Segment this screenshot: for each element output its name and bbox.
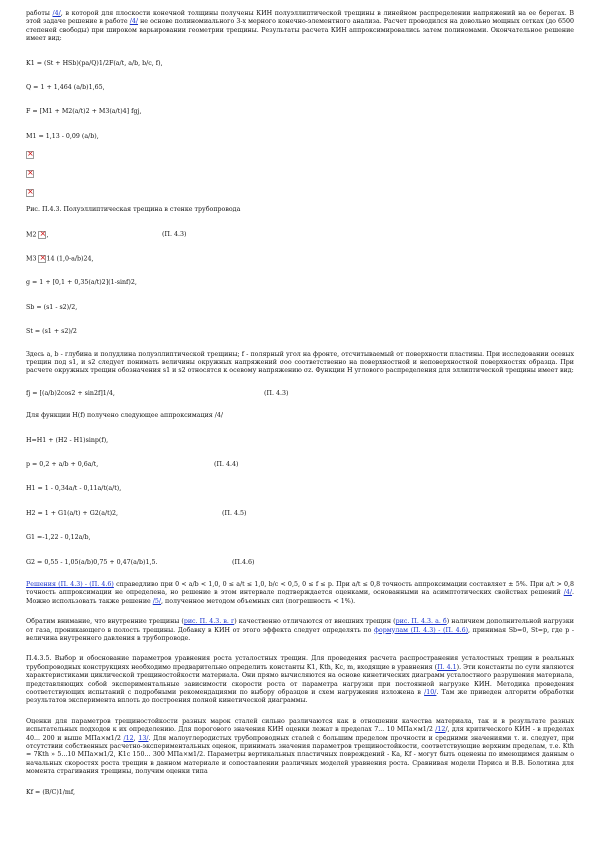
- document-page: [26, 10, 574, 797]
- equation-g: g = 1 + [0,1 + 0,35(a/t)2](1-sinf)2,: [26, 279, 137, 287]
- equation-m2: M2 ×, (П. 4.3): [26, 231, 574, 239]
- equation-sb: Sb = (s1 - s2)/2,: [26, 303, 78, 311]
- broken-image-icon: [26, 189, 34, 197]
- equation-f: F = [M1 + M2(a/t)2 + M3(a/t)4] fgj,: [26, 108, 142, 116]
- figure-link[interactable]: рис. П. 4.3. в. г: [183, 618, 235, 626]
- equation-m1: M1 = 1,13 - 0,09 (a/b),: [26, 132, 99, 140]
- paragraph-h-intro: Для функции H(f) получено следующее аппроксимация /4/: [26, 412, 223, 420]
- ref-link-10[interactable]: /10/: [424, 688, 437, 696]
- equation-h: H=H1 + (H2 - H1)sinp(f),: [26, 436, 109, 444]
- equation-g1: G1 =-1,22 - 0,12a/b,: [26, 534, 91, 542]
- ref-link-4[interactable]: /4/: [129, 18, 138, 26]
- equation-number: (П. 4.3): [162, 230, 187, 238]
- formula-link[interactable]: П. 4.1: [437, 663, 457, 671]
- equation-kf: Kf = (B/C)1/mf,: [26, 788, 76, 796]
- paragraph-internal-cracks: Обратим внимание, что внутренние трещины (рис. П. 4.3. в. г) качественно отличаются от внешних трещин (рис. П. 4.3. а. б) наличием дополнительной нагрузки от газа, проникающего в полость трещины. Добавку в КИН от этого эффекта следует определять по формулам (П. 4.3) - (П. 4.6), принимая Sb=0, St=p, где p - величина внутреннего давления в трубопроводе.: [26, 618, 575, 642]
- equation-k1: K1 = (St + HSb)(pa/Q)1/2F(a/t, a/b, b/c, f),: [26, 59, 163, 67]
- paragraph-estimates: Оценки для параметров трещиностойкости разных марок сталей сильно различаются как в отношении качества материала, так и в результате разных испытательных подходов к их определению. Для порогового значения КИН оценки лежат в пределах 7... 10 МПа×м1/2 /12/, для критического КИН - в пределах 40... 200 и выше МПа×м1/2 /12, 13/. Для малоуглеродистых трубопроводных сталей с большим пределом прочности и средними значениями τ. и. следует, при отсутствии собственных расчетно-экспериментальных оценок, принимать значения параметров трещиностойкости, соответствующие верхним пределам, т.е. Kth = 7Kth » 5...10 МПа×м1/2, K1c 150... 300 МПа×м1/2. Параметры вертикальных пластичных повреждений - Kа, Kf - могут быть оценены по имеющимся данным о начальных скоростях роста трещин в данном материале и сопоставлении различных моделей уравнения роста. Сравнивая модели Пэриса и В.В. Болотина для момента страгивания трещины, получим оценки типа: [26, 717, 575, 776]
- ref-link-12[interactable]: /12: [435, 726, 446, 734]
- equation-number: (П. 4.3): [264, 389, 289, 397]
- paragraph-intro: работы /4/, в которой для плоскости конечной толщины получены КИН полуэллиптической трещины в линейном распределении напряжений на ее берегах. В этой задаче решение в работе /4/ не основе полиномиального 3-х мерного конечно-элементного анализа. Расчет проводился на довольно мощных сетках (до 6500 степеней свободы) при широком варьировании геометрии трещины. Результаты расчета КИН аппроксимировались затем полиномами. Окончательное решение имеет вид:: [26, 10, 575, 43]
- ref-link-13[interactable]: 13/: [138, 734, 149, 742]
- equation-st: St = (s1 + s2)/2: [26, 328, 77, 336]
- equation-fj: fj = [(a/b)2cos2 + sin2f]1/4, (П. 4.3): [26, 389, 289, 397]
- figure-caption: Рис. П.4.3. Полуэллиптическая трещина в стенке трубопровода: [26, 206, 241, 214]
- equation-h2: H2 = 1 + G1(a/t) + G2(a/t)2, (П. 4.5): [26, 509, 247, 517]
- equation-number: (П.4.6): [232, 558, 255, 566]
- ref-link-4[interactable]: /4/: [52, 10, 61, 17]
- broken-image-icon: [26, 151, 34, 159]
- equation-m3: M3 ×14 (1,0-a/b)24,: [26, 255, 574, 263]
- equation-number: (П. 4.5): [222, 509, 247, 517]
- ref-link-5[interactable]: /5/: [152, 597, 162, 605]
- ref-link-12[interactable]: /12: [123, 734, 134, 742]
- figure-link[interactable]: рис. П. 4.3. а. б: [395, 618, 447, 626]
- equation-g2: G2 = 0,55 - 1,05(a/b)0,75 + 0,47(a/b)1,5. (П.4.6): [26, 558, 255, 566]
- equation-number: (П. 4.4): [214, 460, 239, 468]
- paragraph-validity: Решения (П. 4.3) - (П. 4.6) справедливо при 0 < a/b < 1,0, 0 ≤ a/t ≤ 1,0, b/c < 0,5, 0 ≤ f ≤ p. При a/t ≤ 0,8 точность аппроксимации составляет ± 5%. При a/t > 0,8 точность аппроксимации не определена, но решение в этом интервале подтверждается оценками, основанными на асимптотических свойствах решений /4/. Можно использовать также решение /5/, полученное методом объемных сил (погрешность < 1%).: [26, 580, 574, 605]
- broken-image-icon: [38, 231, 46, 239]
- paragraph-definitions: Здесь a, b - глубина и полудлина полуэллиптической трещины; f - полярный угол на фронте, отсчитываемый от поверхности пластины. При исследовании осевых трещин под s1, и s2 следует понимать величины окружных напряжений σoo соответственно на поверхностной и неповерхностной поверхностях образца. При расчете окружных трещин обозначения s1 и s2 относятся к осевому напряжению σz. Функции H углового распределения для эллиптической трещины имеет вид:: [26, 350, 574, 375]
- broken-image-icon: [26, 170, 34, 178]
- formula-link[interactable]: Решения (П. 4.3) - (П. 4.6): [26, 580, 114, 588]
- broken-image-icon: [38, 255, 46, 263]
- ref-link-4[interactable]: /4/: [563, 589, 572, 597]
- paragraph-section-p435: П.4.3.5. Выбор и обоснование параметров уравнения роста усталостных трещин. Для проведения расчета распространения усталостных трещин в реальных трубопроводных конструкциях необходимо предварительно определить константы K1, Kth, Kc, m, входящие в уравнения (П. 4.1). Эти константы по сути являются характеристиками циклической трещиностойкости материала. Они прямо вычисляются на основе кинетических диаграмм усталостного разрушения материала, представляющих собой экспериментальные зависимости скорости роста от параметра нагрузки при постоянной нагрузке КИН. Методика проведения соответствующих испытаний с подробными рекомендациями по выбору образцов и схем нагружения изложена в /10/. Там же приведен алгоритм обработки результатов эксперимента вплоть до построения полной кинетической диаграммы.: [26, 655, 574, 705]
- equation-p: p = 0,2 + a/b + 0,6a/t, (П. 4.4): [26, 460, 239, 468]
- equation-h1: H1 = 1 - 0,34a/t - 0,11a/t(a/t),: [26, 485, 122, 493]
- equation-q: Q = 1 + 1,464 (a/b)1,65,: [26, 84, 105, 92]
- formula-link[interactable]: формулам (П. 4.3) - (П. 4.6): [374, 626, 469, 634]
